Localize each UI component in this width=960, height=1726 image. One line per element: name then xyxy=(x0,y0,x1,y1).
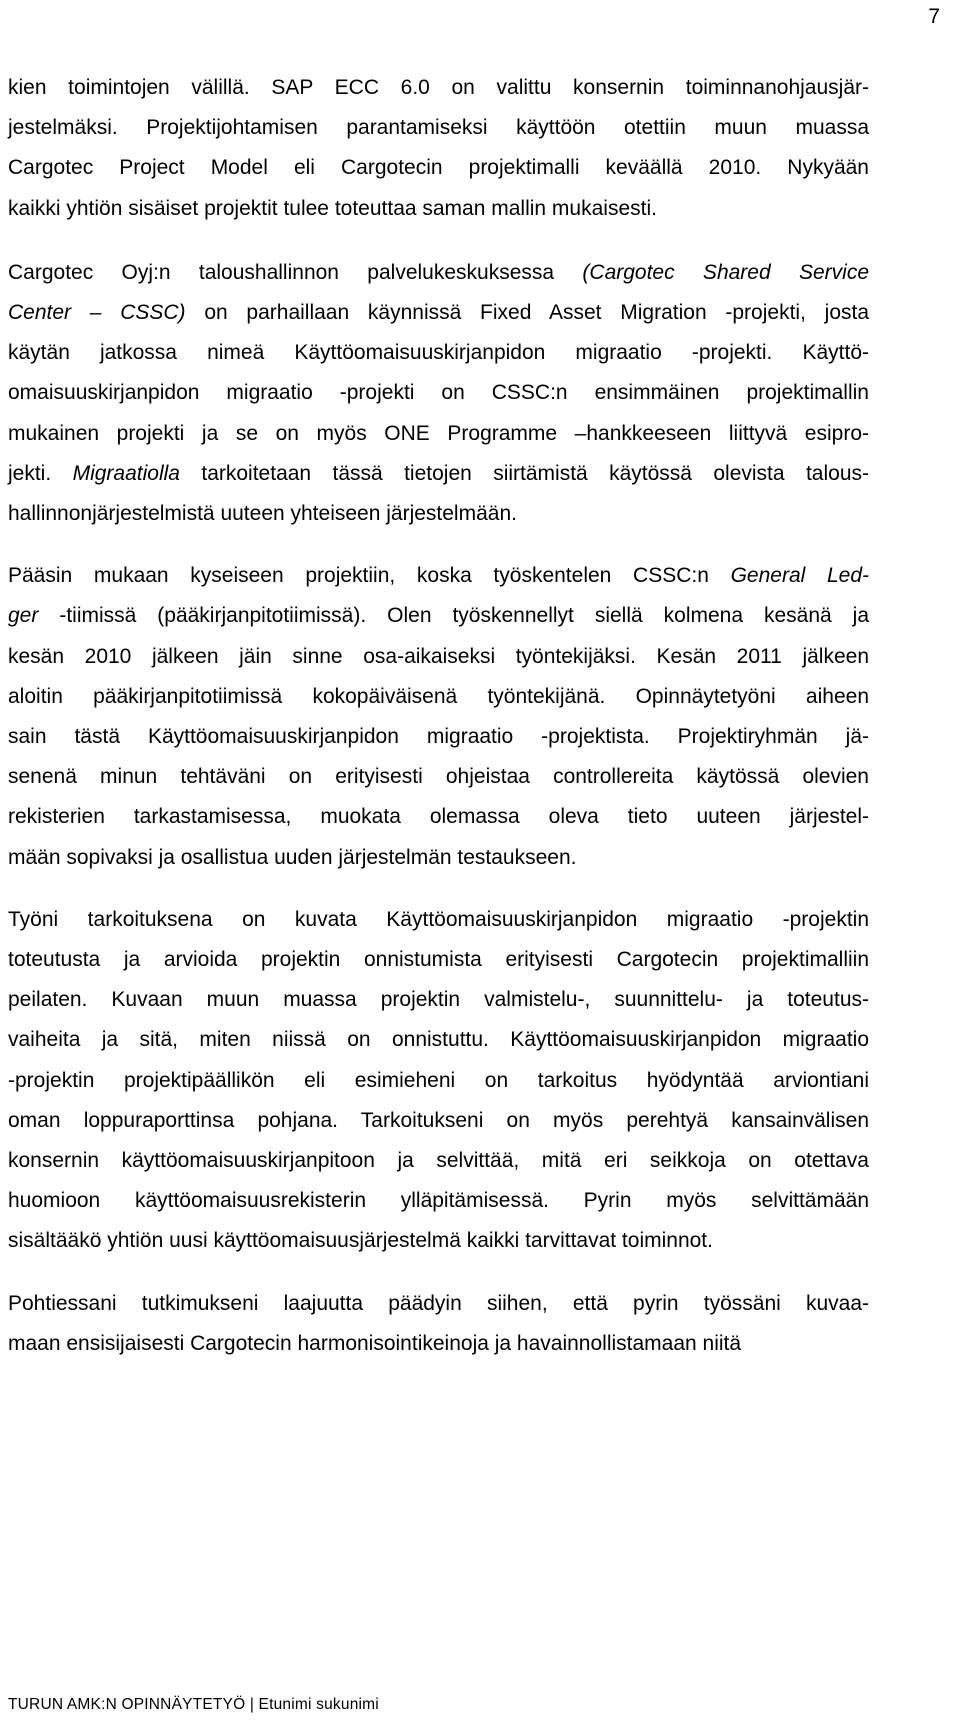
paragraph xyxy=(8,556,869,878)
text-segment: Pääsin mukaan kyseiseen projektiin, koska työskentelen CSSC:n xyxy=(8,564,731,588)
text-line xyxy=(8,556,869,596)
paragraph xyxy=(8,900,869,1262)
text-line xyxy=(8,1324,869,1364)
text-segment: oman loppuraporttinsa pohjana. Tarkoitukseni on myös perehtyä kansainvälisen xyxy=(8,1108,869,1132)
text-line xyxy=(8,454,869,494)
text-line xyxy=(8,677,869,717)
text-line xyxy=(8,1181,869,1221)
text-line xyxy=(8,68,869,108)
text-line xyxy=(8,757,869,797)
text-line xyxy=(8,333,869,373)
text-line xyxy=(8,637,869,677)
text-segment: -projektin projektipäällikön eli esimieheni on tarkoitus hyödyntää arviontiani xyxy=(8,1068,869,1092)
text-segment: (Cargotec Shared Service xyxy=(582,260,869,284)
text-segment: maan ensisijaisesti Cargotecin harmonisointikeinoja ja havainnollistamaan niitä xyxy=(8,1331,742,1355)
text-segment: on parhaillaan käynnissä Fixed Asset Migration -projekti, josta xyxy=(185,301,870,325)
text-segment: huomioon käyttöomaisuusrekisterin ylläpitämisessä. Pyrin myös selvittämään xyxy=(8,1189,869,1213)
body-text xyxy=(8,68,869,1386)
text-line xyxy=(8,293,869,333)
text-segment: Cargotec Project Model eli Cargotecin projektimalli keväällä 2010. Nykyään xyxy=(8,156,869,180)
text-segment: rekisterien tarkastamisessa, muokata olemassa oleva tieto uuteen järjestel- xyxy=(8,805,869,829)
text-line xyxy=(8,797,869,837)
text-line xyxy=(8,1141,869,1181)
text-segment: sain tästä Käyttöomaisuuskirjanpidon migraatio -projektista. Projektiryhmän jä- xyxy=(8,725,869,749)
text-segment: senenä minun tehtäväni on erityisesti ohjeistaa controllereita käytössä olevien xyxy=(8,765,869,789)
paragraph xyxy=(8,253,869,534)
text-segment: Migraatiolla xyxy=(72,461,180,485)
text-line xyxy=(8,1020,869,1060)
text-line xyxy=(8,414,869,454)
text-line xyxy=(8,253,869,293)
text-line xyxy=(8,1101,869,1141)
text-segment: omaisuuskirjanpidon migraatio -projekti on CSSC:n ensimmäinen projektimallin xyxy=(8,381,869,405)
text-segment: Center – CSSC) xyxy=(8,301,186,325)
text-segment: jekti. xyxy=(8,461,73,485)
text-line xyxy=(8,1284,869,1324)
text-line xyxy=(8,108,869,148)
text-segment: kesän 2010 jälkeen jäin sinne osa-aikaiseksi työntekijäksi. Kesän 2011 jälkeen xyxy=(8,644,869,668)
text-segment: mukainen projekti ja se on myös ONE Programme –hankkeeseen liittyvä esipro- xyxy=(8,421,869,445)
text-line xyxy=(8,373,869,413)
text-segment: kien toimintojen välillä. SAP ECC 6.0 on valittu konsernin toiminnanohjausjär- xyxy=(8,76,869,99)
text-line xyxy=(8,494,869,534)
text-segment: vaiheita ja sitä, miten niissä on onnistuttu. Käyttöomaisuuskirjanpidon migraatio xyxy=(8,1028,869,1052)
text-line xyxy=(8,838,869,878)
paragraph xyxy=(8,68,869,229)
text-line xyxy=(8,189,869,229)
text-segment: tarkoitetaan tässä tietojen siirtämistä käytössä olevista talous- xyxy=(179,461,869,485)
text-line xyxy=(8,1221,869,1261)
text-line xyxy=(8,717,869,757)
text-segment: peilaten. Kuvaan muun muassa projektin valmistelu-, suunnittelu- ja toteutus- xyxy=(8,988,869,1012)
text-segment: Työni tarkoituksena on kuvata Käyttöomaisuuskirjanpidon migraatio -projektin xyxy=(8,907,869,931)
page-number: 7 xyxy=(928,5,940,28)
text-line xyxy=(8,148,869,188)
text-segment: Cargotec Oyj:n taloushallinnon palvelukeskuksessa xyxy=(8,260,583,284)
text-segment: kaikki yhtiön sisäiset projektit tulee toteuttaa saman mallin mukaisesti. xyxy=(8,196,657,220)
text-segment: toteutusta ja arvioida projektin onnistumista erityisesti Cargotecin projektimalliin xyxy=(8,948,869,972)
text-segment: -tiimissä (pääkirjanpitotiimissä). Olen työskennellyt siellä kolmena kesänä ja xyxy=(38,604,869,628)
text-segment: jestelmäksi. Projektijohtamisen parantamiseksi käyttöön otettiin muun muassa xyxy=(8,116,869,140)
text-segment: Pohtiessani tutkimukseni laajuutta päädyin siihen, että pyrin työssäni kuvaa- xyxy=(8,1291,869,1315)
text-segment: sisältääkö yhtiön uusi käyttöomaisuusjärjestelmä kaikki tarvittavat toiminnot. xyxy=(8,1229,713,1253)
text-segment: käytän jatkossa nimeä Käyttöomaisuuskirjanpidon migraatio -projekti. Käyttö- xyxy=(8,341,869,365)
text-segment: ger xyxy=(8,604,39,628)
text-line xyxy=(8,980,869,1020)
page-footer: TURUN AMK:N OPINNÄYTETYÖ | Etunimi sukunimi xyxy=(8,1696,379,1713)
text-segment: hallinnonjärjestelmistä uuteen yhteiseen järjestelmään. xyxy=(8,502,517,526)
text-line xyxy=(8,940,869,980)
text-segment: aloitin pääkirjanpitotiimissä kokopäiväisenä työntekijänä. Opinnäytetyöni aiheen xyxy=(8,684,869,708)
text-line xyxy=(8,900,869,940)
text-line xyxy=(8,1061,869,1101)
paragraph xyxy=(8,1284,869,1364)
text-segment: konsernin käyttöomaisuuskirjanpitoon ja selvittää, mitä eri seikkoja on otettava xyxy=(8,1149,869,1173)
text-segment: General Led- xyxy=(730,564,869,588)
text-segment: mään sopivaksi ja osallistua uuden järjestelmän testaukseen. xyxy=(8,845,577,869)
text-line xyxy=(8,596,869,636)
